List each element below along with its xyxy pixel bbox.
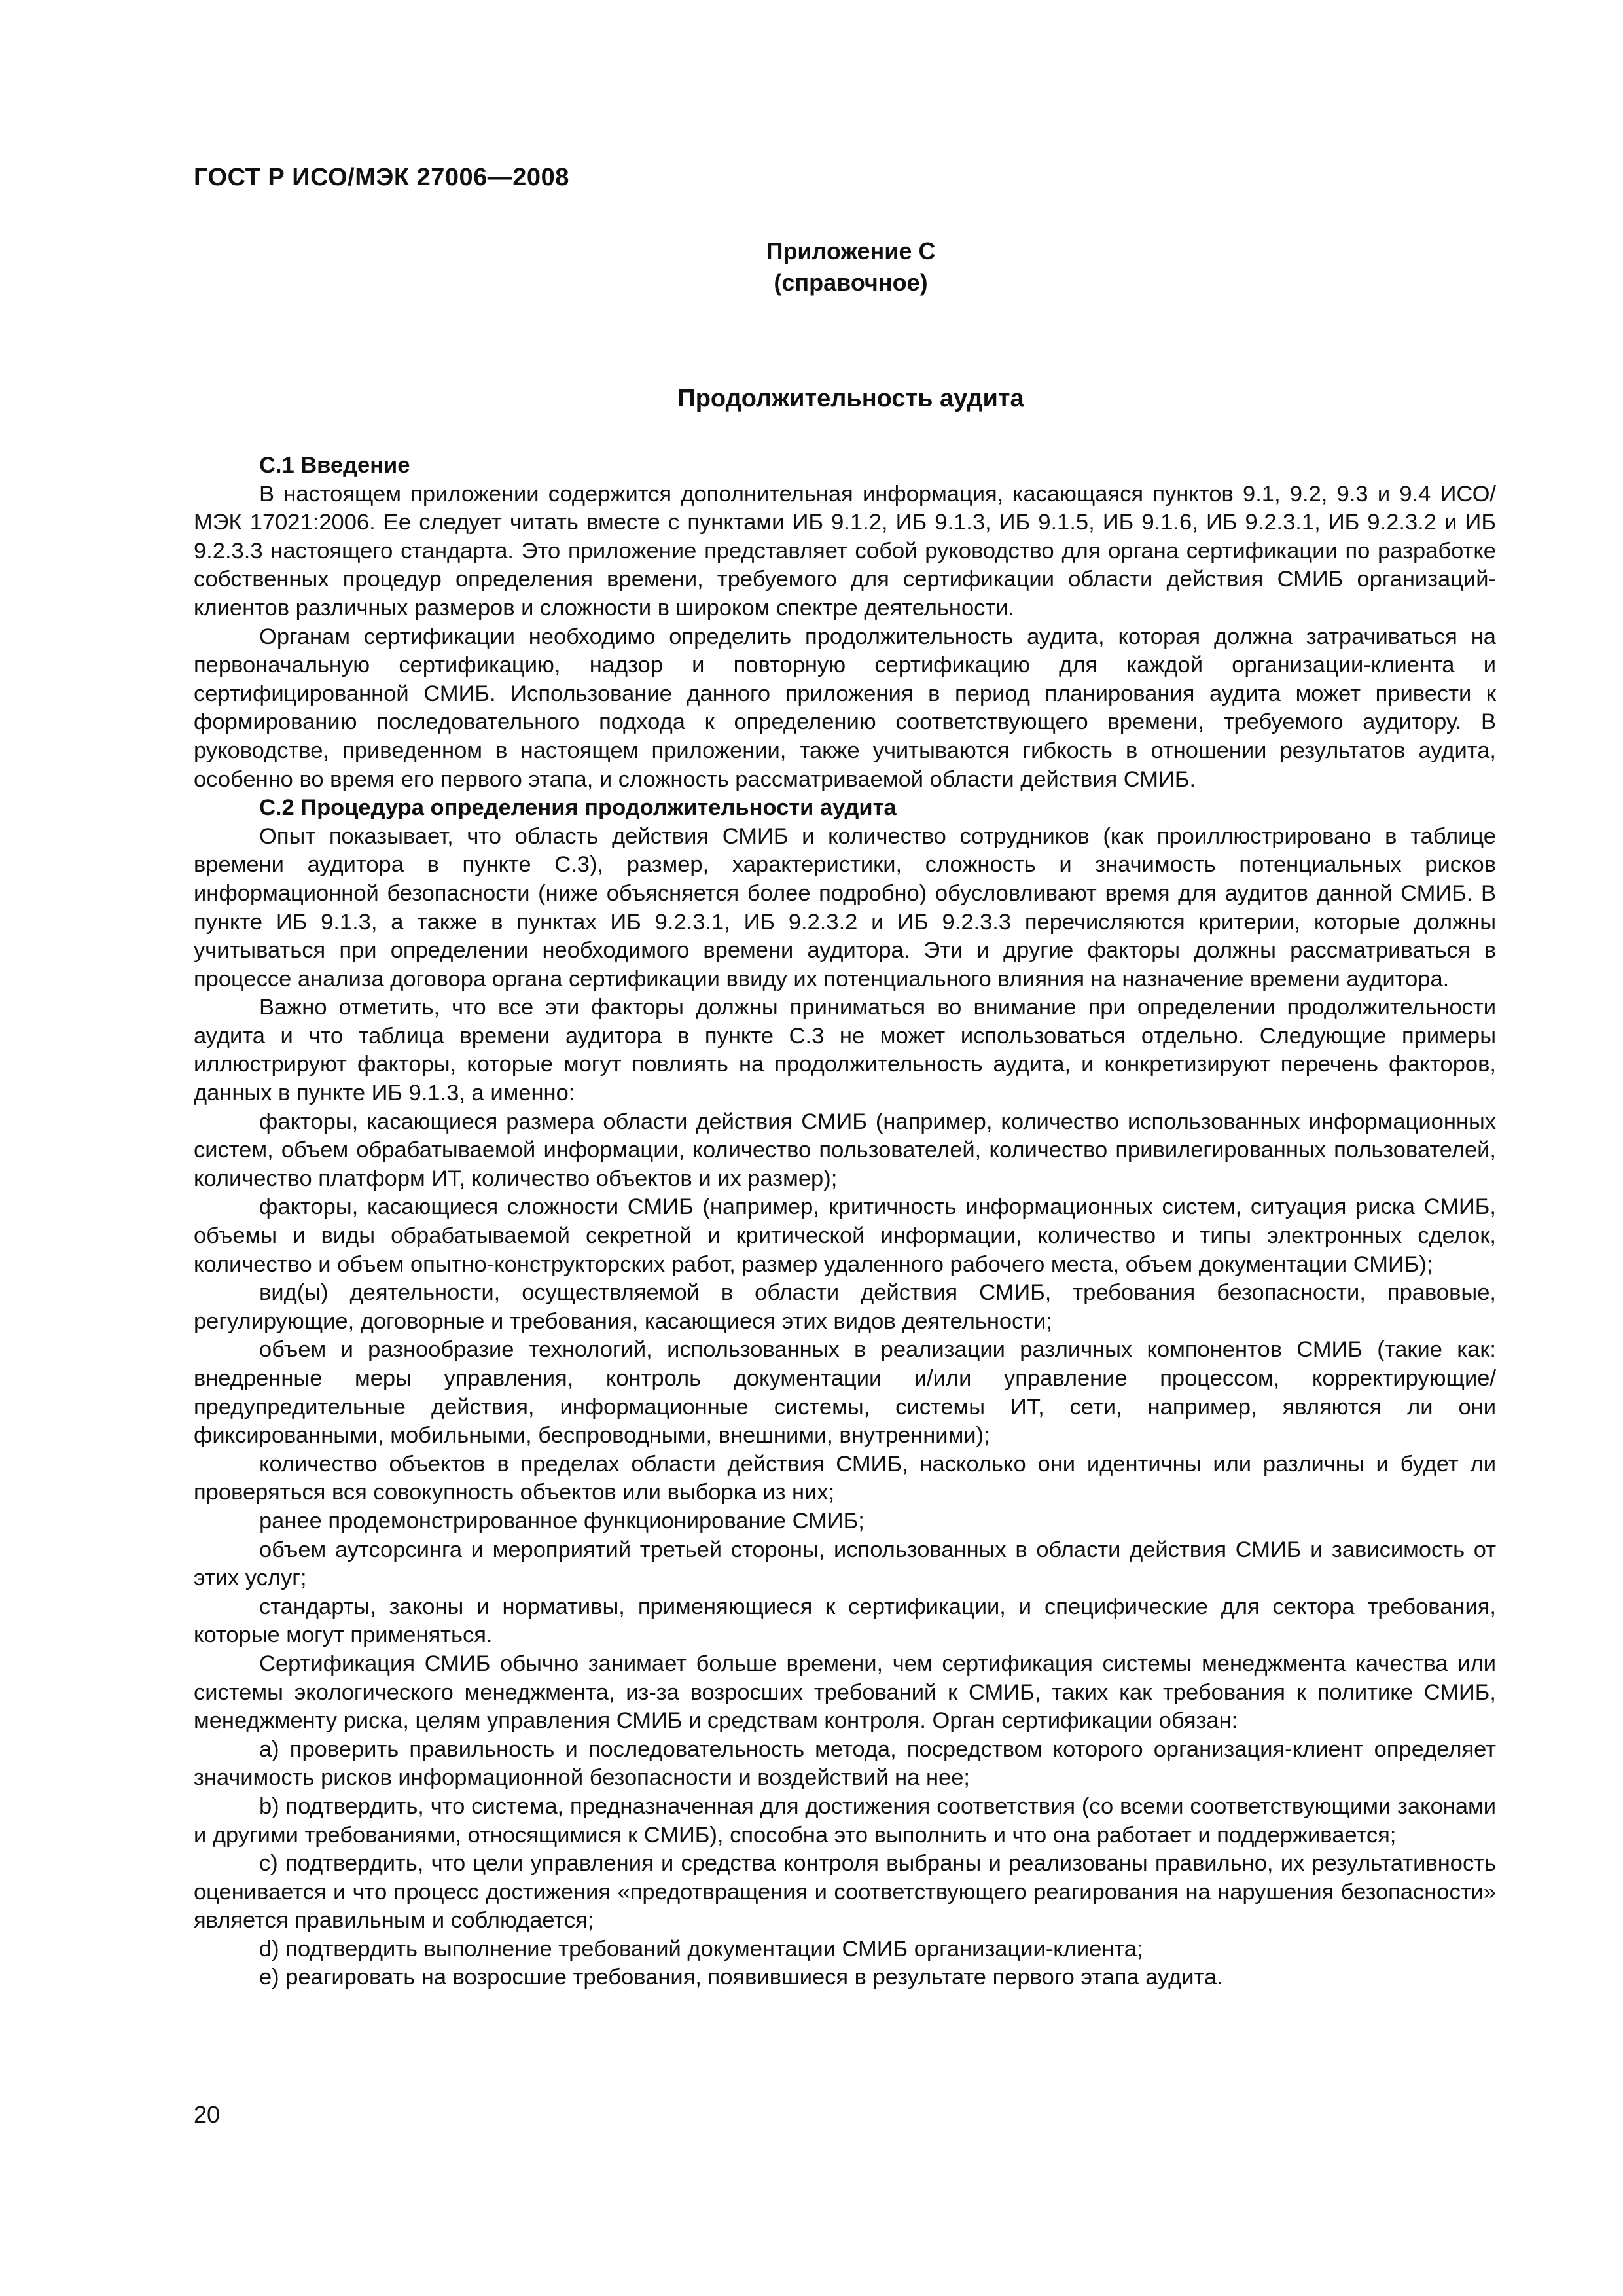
factor-item: стандарты, законы и нормативы, применяющиеся к сертификации, и специфические для сектора требования, которые могут применяться. <box>194 1594 1496 1648</box>
list-item-e: е) реагировать на возросшие требования, появившиеся в результате первого этапа аудита. <box>259 1965 1223 1990</box>
factor-item: факторы, касающиеся сложности СМИБ (например, критичность информационных систем, ситуация риска СМИБ, объемы и виды обрабатываемой секретной и критической информации, количество и типы электронных сделок, количество и объем опытно-конструкторских работ, размер удаленного рабочего места, объем документации СМИБ); <box>194 1194 1496 1277</box>
annex-heading: Продолжительность аудита <box>677 385 1024 412</box>
factor-item: объем аутсорсинга и мероприятий третьей стороны, использованных в области действия СМИБ и зависимость от этих услуг; <box>194 1537 1496 1591</box>
factor-item: вид(ы) деятельности, осуществляемой в области действия СМИБ, требования безопасности, правовые, регулирующие, договорные и требования, касающиеся этих видов деятельности; <box>194 1280 1496 1334</box>
paragraph: Опыт показывает, что область действия СМИБ и количество сотрудников (как проиллюстрировано в таблице времени аудитора в пункте С.3), размер, характеристики, сложность и значимость потенциальных рисков информационной безопасности (ниже объясняется более подробно) обусловливают время для аудитов данной СМИБ. В пункте ИБ 9.1.3, а также в пунктах ИБ 9.2.3.1, ИБ 9.2.3.2 и ИБ 9.2.3.3 перечисляются критерии, которые должны учитываться при определении необходимого времени аудитора. Эти и другие факторы должны рассматриваться в процессе анализа договора органа сертификации ввиду их потенциального влияния на назначение времени аудитора. <box>194 823 1496 992</box>
page-number: 20 <box>194 2101 221 2128</box>
paragraph: Важно отметить, что все эти факторы должны приниматься во внимание при определении продолжительности аудита и что таблица времени аудитора в пункте С.3 не может использоваться отдельно. Следующие примеры иллюстрируют факторы, которые могут повлиять на продолжительность аудита, и конкретизируют перечень факторов, данных в пункте ИБ 9.1.3, а именно: <box>194 995 1496 1106</box>
annex-type: (справочное) <box>774 269 928 296</box>
annex-title: Приложение С <box>766 238 936 264</box>
factor-item: факторы, касающиеся размера области действия СМИБ (например, количество использованных информационных систем, объем обрабатываемой информации, количество пользователей, количество привилегированных пользователей, количество платформ ИТ, количество объектов и их размер); <box>194 1109 1496 1191</box>
list-item-d: d) подтвердить выполнение требований документации СМИБ организации-клиента; <box>259 1936 1143 1962</box>
list-item-b: b) подтвердить, что система, предназначенная для достижения соответствия (со всеми соответствующими законами и другими требованиями, относящимися к СМИБ), способна это выполнить и что она работает и поддерживается; <box>194 1793 1496 1848</box>
paragraph: Сертификация СМИБ обычно занимает больше времени, чем сертификация системы менеджмента качества или системы экологического менеджмента, из-за возросших требований к СМИБ, таких как требования к политике СМИБ, менеджменту риска, целям управления СМИБ и средствам контроля. Орган сертификации обязан: <box>194 1651 1496 1734</box>
section-heading-c2: С.2 Процедура определения продолжительности аудита <box>259 795 897 821</box>
standard-code: ГОСТ Р ИСО/МЭК 27006—2008 <box>194 164 569 191</box>
paragraph: В настоящем приложении содержится дополнительная информация, касающаяся пунктов 9.1, 9.2, 9.3 и 9.4 ИСО/МЭК 17021:2006. Ее следует читать вместе с пунктами ИБ 9.1.2, ИБ 9.1.3, ИБ 9.1.5, ИБ 9.1.6, ИБ 9.2.3.1, ИБ 9.2.3.2 и ИБ 9.2.3.3 настоящего стандарта. Это приложение представляет собой руководство для органа сертификации по разработке собственных процедур определения времени, требуемого для сертификации области действия СМИБ организаций-клиентов различных размеров и сложности в широком спектре деятельности. <box>194 481 1496 620</box>
paragraph: Органам сертификации необходимо определить продолжительность аудита, которая должна затрачиваться на первоначальную сертификацию, надзор и повторную сертификацию для каждой организации-клиента и сертифицированной СМИБ. Использование данного приложения в период планирования аудита может привести к формированию последовательного подхода к определению соответствующего времени, требуемого аудитору. В руководстве, приведенном в настоящем приложении, также учитываются гибкость в отношении результатов аудита, особенно во время его первого этапа, и сложность рассматриваемой области действия СМИБ. <box>194 624 1496 792</box>
factor-item: объем и разнообразие технологий, использованных в реализации различных компонентов СМИБ (такие как: внедренные меры управления, контроль документации и/или управление процессом, корректирующие/предупредительные действия, информационные системы, системы ИТ, сети, например, являются ли они фиксированными, мобильными, беспроводными, внешними, внутренними); <box>194 1337 1496 1448</box>
list-item-a: а) проверить правильность и последовательность метода, посредством которого организация-клиент определяет значимость рисков информационной безопасности и воздействий на нее; <box>194 1736 1496 1791</box>
document-body <box>194 452 1496 1992</box>
factor-item: количество объектов в пределах области действия СМИБ, насколько они идентичны или различны и будет ли проверяться вся совокупность объектов или выборка из них; <box>194 1451 1496 1505</box>
section-heading-c1: С.1 Введение <box>259 453 410 478</box>
list-item-c: с) подтвердить, что цели управления и средства контроля выбраны и реализованы правильно, их результативность оценивается и что процесс достижения «предотвращения и соответствующего реагирования на нарушения безопасности» является правильным и соблюдается; <box>194 1851 1496 1933</box>
factor-item: ранее продемонстрированное функционирование СМИБ; <box>259 1508 865 1534</box>
